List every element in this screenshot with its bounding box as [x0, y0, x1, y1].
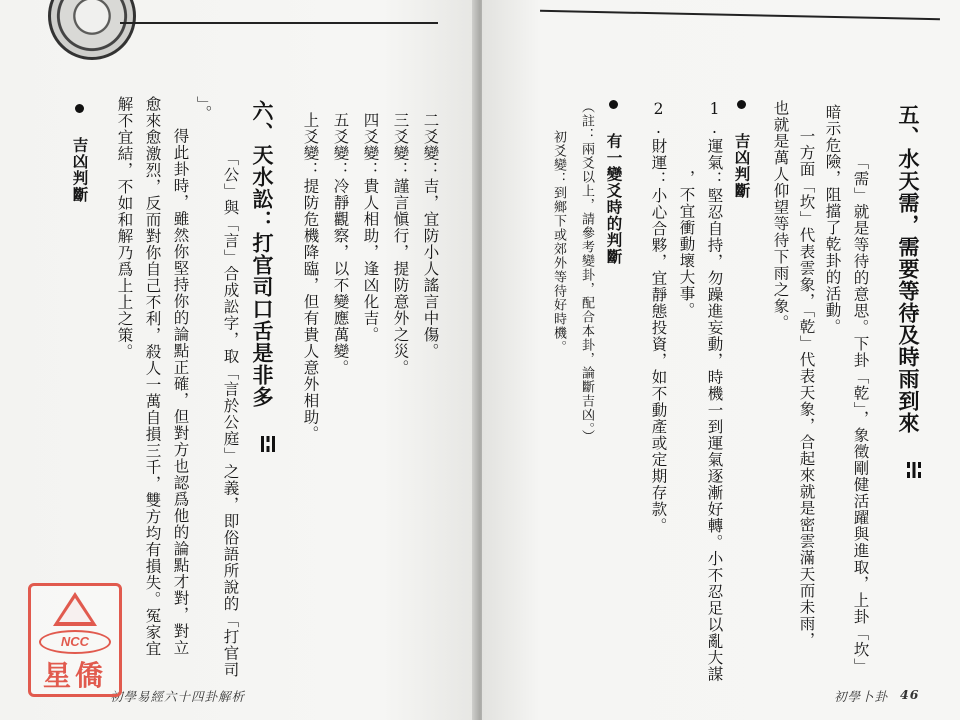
stamp-triangle-icon [53, 592, 97, 626]
yao-change-6: 上爻變：提防危機降臨，但有貴人意外相助。 [301, 112, 320, 442]
ornament-medallion [48, 0, 136, 60]
subheading-change [606, 100, 622, 265]
publisher-stamp [28, 583, 122, 697]
left-page [0, 0, 478, 720]
bullet-icon [75, 104, 84, 113]
trigram-icon [260, 434, 276, 454]
intro-line-3: 一方面「坎」代表雲象，「乾」代表天象，合起來就是密雲滿天而未雨， [797, 128, 816, 649]
note-line: （註：兩爻以上，請參考變卦，配合本卦，論斷吉凶。） [579, 100, 594, 444]
subheading-text: 吉凶判斷 [732, 133, 752, 199]
bullet-icon [737, 100, 746, 109]
header-rule-right [540, 10, 940, 20]
section-title-xu [898, 104, 922, 480]
first-yao-line: 初爻變：到鄉下或郊外等待好時機。 [551, 130, 566, 354]
paragraph-line-1: 得此卦時，雖然你堅持你的論點正確，但對方也認爲他的論點才對，對立 [171, 128, 190, 656]
yao-change-2: 二爻變：吉，宜防小人謠言中傷。 [421, 112, 440, 360]
trigram-icon [906, 460, 922, 480]
page-number: 46 [900, 687, 920, 702]
section-title-song [252, 100, 276, 454]
section-title-text: 五、水天需，需要等待及時雨到來 [896, 104, 921, 434]
fortune-line-3: 2.財運：小心合夥，宜靜態投資，如不動產或定期存款。 [649, 100, 668, 534]
yao-change-5: 五爻變：冷靜觀察，以不變應萬變。 [331, 112, 350, 376]
bullet-icon [609, 100, 618, 109]
intro-line-2: 暗示危險，阻擋了乾卦的活動。 [823, 104, 842, 335]
paragraph-line-3: 解不宜結，不如和解乃爲上上之策。 [115, 96, 134, 360]
stamp-logo: NCC [39, 630, 111, 654]
paragraph-line-2: 愈來愈激烈，反而對你自己不利，殺人一萬自損三千，雙方均有損失。冤家宜 [143, 96, 162, 657]
right-page [482, 0, 960, 720]
subheading-judgement-left [72, 104, 88, 203]
intro-line-1: 「需」就是等待的意思。下卦「乾」，象徵剛健活躍與進取，上卦「坎」 [851, 154, 870, 675]
subheading-text: 有一變爻時的判斷 [604, 133, 624, 265]
intro-line-2: 」。 [194, 96, 213, 122]
subheading-judgement-right [734, 100, 750, 199]
intro-line-4: 也就是萬人仰望等待下雨之象。 [771, 100, 790, 331]
subheading-text: 吉凶判斷 [70, 137, 90, 203]
yao-change-3: 三爻變：謹言愼行，提防意外之災。 [391, 112, 410, 376]
intro-line-1: 「公」與「言」合成訟字，取「言於公庭」之義，即俗語所說的「打官司 [221, 150, 240, 678]
right-footer-label: 初學卜卦 [834, 689, 889, 704]
stamp-name: 星僑 [42, 659, 107, 692]
header-rule [120, 22, 438, 24]
section-title-text: 六、天水訟：打官司口舌是非多 [250, 100, 275, 408]
yao-change-4: 四爻變：貴人相助，逢凶化吉。 [361, 112, 380, 343]
fortune-line-2: ，不宜衝動壞大事。 [677, 170, 696, 319]
fortune-line-1: 1.運氣：堅忍自持，勿躁進妄動，時機一到運氣逐漸好轉。小不忍足以亂大謀 [705, 100, 724, 683]
left-footer: 初學易經六十四卦解析 [110, 689, 246, 704]
